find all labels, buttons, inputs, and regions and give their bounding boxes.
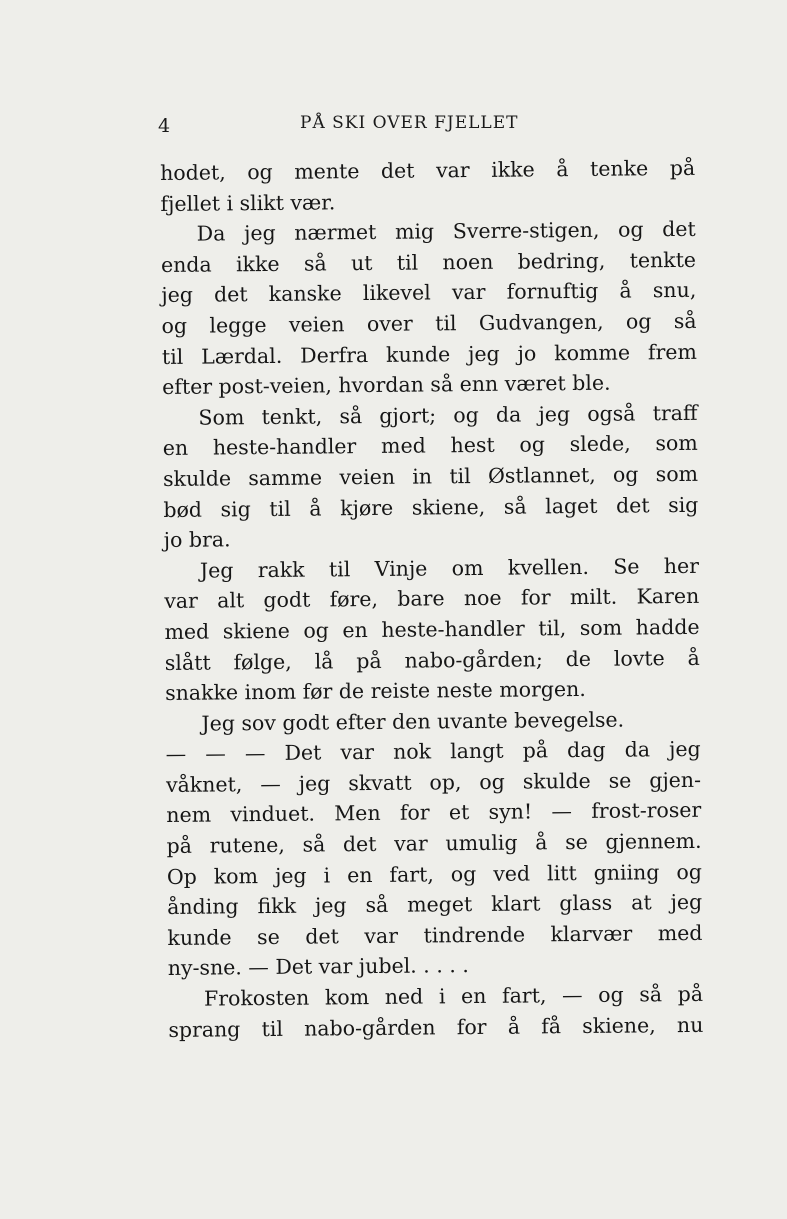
text-line: og legge veien over til Gudvangen, og så: [161, 308, 697, 338]
text-line: på rutene, så det var umulig å se gjennem.: [166, 828, 702, 859]
running-title: PÅ SKI OVER FJELLET: [300, 113, 519, 133]
text-line: nem vinduet. Men for et syn! — frost-roser: [166, 798, 702, 828]
page-header: [158, 111, 698, 141]
text-line: hodet, og mente det var ikke å tenke på: [160, 155, 696, 185]
text-line: Op kom jeg i en fart, og ved litt gniing og: [166, 859, 702, 889]
text-line: skulde samme veien in til Østlannet, og som: [162, 461, 699, 491]
text-line: Jeg rakk til Vinje om kvellen. Se her: [199, 553, 700, 583]
text-line: Da jeg nærmet mig Sverre-stigen, og det: [196, 217, 696, 246]
text-line: ånding fikk jeg så meget klart glass at jeg: [167, 890, 703, 920]
text-line: ny-sne. — Det var jubel. . . . .: [167, 953, 469, 981]
text-line: fjellet i slikt vær.: [160, 189, 336, 216]
text-line: jeg det kanske likevel var fornuftig å snu,: [161, 278, 697, 308]
text-line: kunde se det var tindrende klarvær med: [167, 920, 703, 950]
text-line: til Lærdal. Derfra kunde jeg jo komme frem: [161, 339, 697, 369]
text-line: sprang til nabo-gården for å få skiene, nu: [168, 1012, 704, 1042]
text-line: slått følge, lå på nabo-gården; de lovte å: [164, 645, 700, 675]
text-line: — — — Det var nok langt på dag da jeg: [165, 737, 701, 767]
text-line: jo bra.: [163, 527, 231, 553]
page-number: 4: [158, 115, 171, 137]
text-line: efter post-veien, hvordan så enn været ble.: [162, 370, 611, 400]
text-line: våknet, — jeg skvatt op, og skulde se gjen-: [165, 767, 702, 797]
text-line: var alt godt føre, bare noe for milt. Karen: [164, 584, 700, 614]
text-line: snakke inom før de reiste neste morgen.: [165, 677, 586, 706]
body-text: [160, 153, 703, 1045]
text-line: Frokosten kom ned i en fart, — og så på: [203, 981, 704, 1011]
text-line: bød sig til å kjøre skiene, så laget det sig: [163, 492, 699, 522]
text-line: enda ikke så ut til noen bedring, tenkte: [160, 247, 697, 277]
text-line: med skiene og en heste-handler til, som hadde: [164, 614, 700, 644]
text-line: Jeg sov godt efter den uvante bevegelse.: [201, 707, 625, 736]
text-line: Som tenkt, så gjort; og da jeg også traff: [198, 400, 698, 430]
text-line: en heste-handler med hest og slede, som: [162, 431, 698, 461]
